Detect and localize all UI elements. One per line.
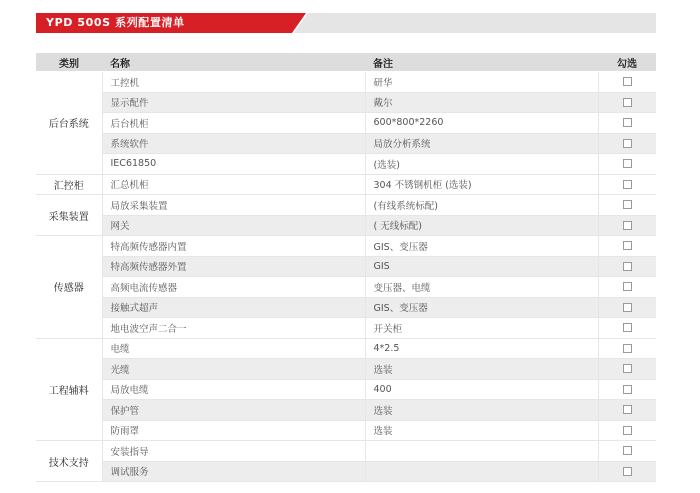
checkbox-empty-icon[interactable] (623, 77, 632, 86)
table-row (36, 379, 656, 400)
item-name: 后台机柜 (102, 113, 365, 134)
checkbox-empty-icon[interactable] (623, 241, 632, 250)
checkbox-empty-icon[interactable] (623, 426, 632, 435)
table-row (36, 400, 656, 421)
checkbox-empty-icon[interactable] (623, 446, 632, 455)
check-cell[interactable] (598, 400, 656, 421)
item-remark: GIS、变压器 (365, 297, 598, 318)
check-cell[interactable] (598, 236, 656, 257)
title-grey-band (294, 13, 656, 33)
title-banner (36, 13, 656, 33)
checkbox-empty-icon[interactable] (623, 323, 632, 332)
category-cell: 采集装置 (36, 195, 102, 236)
checkbox-empty-icon[interactable] (623, 467, 632, 476)
item-remark: 400 (365, 379, 598, 400)
table-row (36, 236, 656, 257)
checkbox-empty-icon[interactable] (623, 282, 632, 291)
item-remark: 600*800*2260 (365, 113, 598, 134)
table-row (36, 72, 656, 93)
item-name: 网关 (102, 215, 365, 236)
table-row (36, 441, 656, 462)
table-row (36, 277, 656, 298)
checkbox-empty-icon[interactable] (623, 180, 632, 189)
check-cell[interactable] (598, 338, 656, 359)
item-remark: 开关柜 (365, 318, 598, 339)
table-row (36, 297, 656, 318)
item-name: 特高频传感器内置 (102, 236, 365, 257)
check-cell[interactable] (598, 256, 656, 277)
checkbox-empty-icon[interactable] (623, 364, 632, 373)
table-row (36, 461, 656, 482)
item-name: 防雨罩 (102, 420, 365, 441)
check-cell[interactable] (598, 154, 656, 175)
checkbox-empty-icon[interactable] (623, 344, 632, 353)
category-cell: 汇控柜 (36, 174, 102, 195)
check-cell[interactable] (598, 72, 656, 93)
item-name: 汇总机柜 (102, 174, 365, 195)
table-row (36, 215, 656, 236)
item-remark: GIS、变压器 (365, 236, 598, 257)
item-remark: 选装 (365, 359, 598, 380)
table-row (36, 256, 656, 277)
item-name: 显示配件 (102, 92, 365, 113)
check-cell[interactable] (598, 174, 656, 195)
table-row (36, 92, 656, 113)
table-row (36, 174, 656, 195)
check-cell[interactable] (598, 113, 656, 134)
checkbox-empty-icon[interactable] (623, 221, 632, 230)
item-remark: 选装 (365, 420, 598, 441)
header-check: 勾选 (598, 53, 656, 72)
header-remark: 备注 (365, 53, 598, 72)
check-cell[interactable] (598, 92, 656, 113)
config-table (36, 53, 656, 482)
item-name: 接触式超声 (102, 297, 365, 318)
item-remark: (有线系统标配) (365, 195, 598, 216)
item-name: 电缆 (102, 338, 365, 359)
category-cell: 技术支持 (36, 441, 102, 482)
item-name: 局放电缆 (102, 379, 365, 400)
check-cell[interactable] (598, 359, 656, 380)
table-row (36, 338, 656, 359)
item-remark: 选装 (365, 400, 598, 421)
checkbox-empty-icon[interactable] (623, 98, 632, 107)
check-cell[interactable] (598, 318, 656, 339)
checkbox-empty-icon[interactable] (623, 139, 632, 148)
item-name: 工控机 (102, 72, 365, 93)
check-cell[interactable] (598, 297, 656, 318)
item-name: 局放采集装置 (102, 195, 365, 216)
item-name: 系统软件 (102, 133, 365, 154)
page-title: YPD 500S 系列配置清单 (46, 16, 185, 29)
category-cell: 传感器 (36, 236, 102, 339)
item-remark: 4*2.5 (365, 338, 598, 359)
item-remark: 局放分析系统 (365, 133, 598, 154)
checkbox-empty-icon[interactable] (623, 262, 632, 271)
item-remark: 变压器、电缆 (365, 277, 598, 298)
item-name: 光缆 (102, 359, 365, 380)
category-cell: 后台系统 (36, 72, 102, 175)
item-remark: ( 无线标配) (365, 215, 598, 236)
header-name: 名称 (102, 53, 365, 72)
item-name: 调试服务 (102, 461, 365, 482)
check-cell[interactable] (598, 215, 656, 236)
check-cell[interactable] (598, 133, 656, 154)
table-row (36, 359, 656, 380)
item-name: IEC61850 (102, 154, 365, 175)
header-category: 类别 (36, 53, 102, 72)
checkbox-empty-icon[interactable] (623, 159, 632, 168)
table-row (36, 154, 656, 175)
item-name: 特高频传感器外置 (102, 256, 365, 277)
checkbox-empty-icon[interactable] (623, 303, 632, 312)
check-cell[interactable] (598, 420, 656, 441)
item-name: 高频电流传感器 (102, 277, 365, 298)
table-row (36, 133, 656, 154)
table-row (36, 113, 656, 134)
check-cell[interactable] (598, 461, 656, 482)
item-remark: GIS (365, 256, 598, 277)
item-remark (365, 441, 598, 462)
item-remark: (选装) (365, 154, 598, 175)
item-remark: 研华 (365, 72, 598, 93)
checkbox-empty-icon[interactable] (623, 405, 632, 414)
checkbox-empty-icon[interactable] (623, 385, 632, 394)
check-cell[interactable] (598, 441, 656, 462)
check-cell[interactable] (598, 379, 656, 400)
table-header-row (36, 53, 656, 72)
table-row (36, 195, 656, 216)
table-row (36, 318, 656, 339)
item-name: 安装指导 (102, 441, 365, 462)
check-cell[interactable] (598, 277, 656, 298)
table-row (36, 420, 656, 441)
item-name: 保护管 (102, 400, 365, 421)
category-cell: 工程辅料 (36, 338, 102, 441)
checkbox-empty-icon[interactable] (623, 200, 632, 209)
checkbox-empty-icon[interactable] (623, 118, 632, 127)
item-remark (365, 461, 598, 482)
item-remark: 304 不锈钢机柜 (选装) (365, 174, 598, 195)
check-cell[interactable] (598, 195, 656, 216)
item-remark: 戴尔 (365, 92, 598, 113)
item-name: 地电波空声二合一 (102, 318, 365, 339)
